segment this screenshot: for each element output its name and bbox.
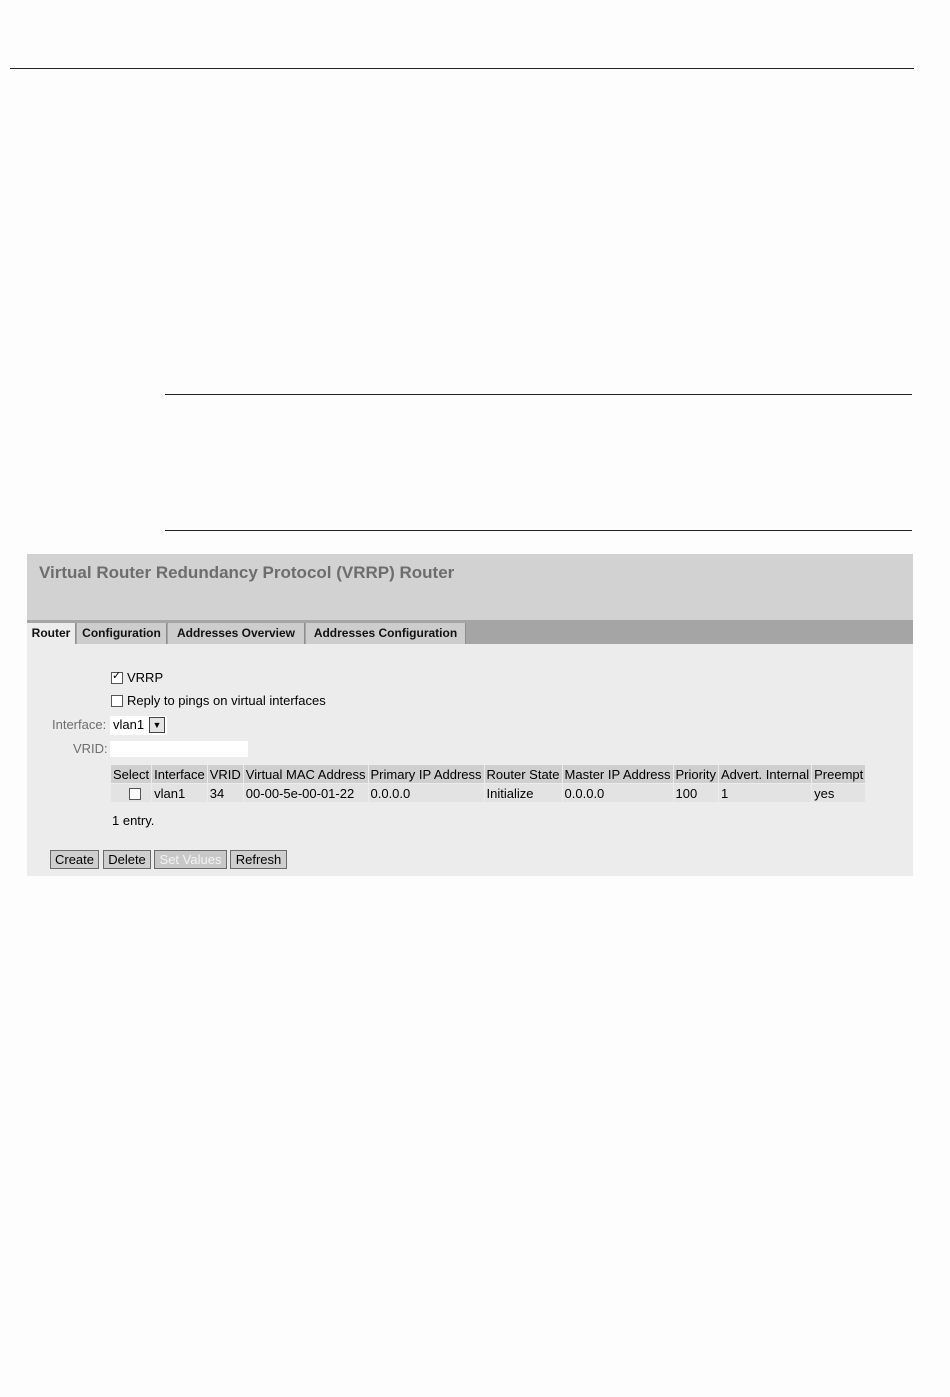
column-header-virtual-mac: Virtual MAC Address xyxy=(245,766,366,782)
tab-bar xyxy=(27,620,913,644)
table-row xyxy=(111,784,865,802)
vrid-input[interactable] xyxy=(110,741,248,757)
cell-virtual-mac: 00-00-5e-00-01-22 xyxy=(244,784,368,802)
cell-vrid: 34 xyxy=(208,784,243,802)
cell-router-state: Initialize xyxy=(485,784,562,802)
column-header-advert-interval: Advert. Internal xyxy=(720,766,810,782)
note-rule-bottom xyxy=(165,530,912,531)
entry-count: 1 entry. xyxy=(112,813,155,828)
cell-advert-interval: 1 xyxy=(719,784,811,802)
panel-header xyxy=(27,554,913,620)
set-values-button[interactable]: Set Values xyxy=(154,850,227,869)
page-title: Virtual Router Redundancy Protocol (VRRP) Router xyxy=(39,563,455,582)
vrrp-router-table xyxy=(110,764,866,803)
create-button[interactable]: Create xyxy=(50,850,99,869)
column-header-preempt: Preempt xyxy=(814,766,864,782)
column-header-vrid: VRID xyxy=(209,766,241,782)
chevron-down-icon[interactable]: ▼ xyxy=(149,717,165,733)
interface-label: Interface: xyxy=(52,717,107,732)
cell-preempt: yes xyxy=(812,784,865,802)
reply-pings-label: Reply to pings on virtual interfaces xyxy=(127,693,326,708)
column-header-router-state: Router State xyxy=(486,766,560,782)
cell-priority: 100 xyxy=(674,784,718,802)
checkmark-icon: ✓ xyxy=(112,670,122,682)
interface-select[interactable] xyxy=(110,716,167,735)
column-header-select: Select xyxy=(113,766,150,782)
page-rule-top xyxy=(10,68,914,69)
cell-master-ip: 0.0.0.0 xyxy=(563,784,673,802)
note-rule-top xyxy=(165,394,912,395)
vrid-label: VRID: xyxy=(73,741,108,756)
tab-addresses-overview[interactable]: Addresses Overview xyxy=(168,623,305,644)
column-header-master-ip: Master IP Address xyxy=(564,766,671,782)
row-select-checkbox[interactable] xyxy=(129,788,141,800)
cell-primary-ip: 0.0.0.0 xyxy=(369,784,484,802)
cell-interface: vlan1 xyxy=(152,784,207,802)
column-header-primary-ip: Primary IP Address xyxy=(370,766,482,782)
vrrp-checkbox[interactable] xyxy=(111,672,123,684)
refresh-button[interactable]: Refresh xyxy=(230,850,287,869)
column-header-interface: Interface xyxy=(154,766,205,782)
tab-router[interactable]: Router xyxy=(27,623,76,644)
vrrp-router-panel xyxy=(27,554,913,876)
row-select-cell xyxy=(111,784,151,802)
interface-selected-value: vlan1 xyxy=(113,717,145,732)
tab-configuration[interactable]: Configuration xyxy=(77,623,167,644)
reply-pings-checkbox[interactable] xyxy=(111,695,123,707)
tab-addresses-configuration[interactable]: Addresses Configuration xyxy=(306,623,466,644)
table-header-row xyxy=(111,765,865,783)
column-header-priority: Priority xyxy=(675,766,716,782)
delete-button[interactable]: Delete xyxy=(103,850,151,869)
vrrp-label: VRRP xyxy=(127,670,164,685)
